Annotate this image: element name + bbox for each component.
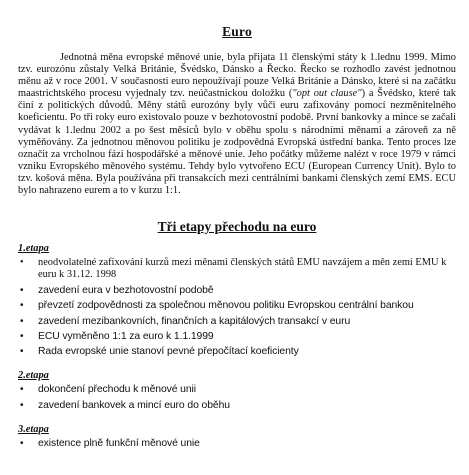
list-item-text: převzetí zodpovědnosti za společnou měnovou politiku Evropskou centrální bankou [38,300,414,312]
stage-3-list [18,438,456,450]
document-title: Euro [222,24,252,39]
bullet-icon: • [20,384,24,396]
list-item [18,400,456,412]
bullet-icon: • [20,257,24,269]
list-item-text: neodvolatelné zafixování kurzů mezi měnami členských států EMU navzájem a měn zemí EMU k euru k 31.12. 1998 [38,257,447,281]
bullet-icon: • [20,346,24,358]
list-item [18,331,456,343]
list-item [18,438,456,450]
list-item [18,346,456,358]
bullet-icon: • [20,284,24,296]
list-item-text: zavedení eura v bezhotovostní podobě [38,284,214,296]
bullet-icon: • [20,300,24,312]
opt-out-clause-text: "opt out clause" [292,88,362,100]
list-item-text: existence plně funkční měnové unie [38,438,200,450]
stage-1-heading: 1.etapa [18,243,49,255]
list-item-text: dokončení přechodu k měnové unii [38,384,196,396]
stage-2-list [18,384,456,412]
intro-paragraph [18,52,456,197]
list-item-text: ECU vyměněno 1:1 za euro k 1.1.1999 [38,330,214,342]
bullet-icon: • [20,330,24,342]
bullet-icon: • [20,399,24,411]
stages-title: Tři etapy přechodu na euro [157,219,317,235]
list-item-text: Rada evropské unie stanoví pevné přepočítací koeficienty [38,346,299,358]
stage-1 [18,243,456,358]
bullet-icon: • [20,438,24,450]
stage-1-list [18,257,456,358]
list-item [18,316,456,328]
stage-3-heading: 3.etapa [18,424,49,436]
paragraph-text-part-3: ) a Švédsko, které tak činí z politických důvodů. Měny států eurozóny byly vůči euru zafixovány pomocí nezměnitelného koeficientu. Po tři roky euro existovalo pouze v bezhotovostní podobě. První bankovky a mince se začali vydávat k 1.lednu 2002 a po šest měsíců bylo v oběhu spolu s národními měnami a zároveň za ně vyměňovány. Za jednotnou měnovou politiku je zodpovědná Evropská ústřední banka. Tento proces lze označit za vrcholnou fázi hospodářské a měnové unie. Jeho počátky můžeme nalézt v roce 1979 v rámci vzniku Evropského měnového systému. Tehdy bylo vytvořeno ECU (European Currency Unit). Bylo to tzv. košová měna. Byla používána při transakcích mezi centrálními bankami členských zemí EMS. ECU bylo nahrazeno eurem a to v kurzu 1:1. [18,88,456,197]
list-item [18,285,456,297]
stage-2 [18,370,456,412]
list-item [18,257,456,281]
list-item [18,384,456,396]
list-item-text: zavedení mezibankovních, finančních a kapitálových transakcí v euru [38,315,351,327]
list-item-text: zavedení bankovek a mincí euro do oběhu [38,399,230,411]
stage-3 [18,424,456,450]
list-item [18,300,456,312]
stage-2-heading: 2.etapa [18,370,49,382]
paragraph-text-part-1: Jednotná měna evropské měnové unie, byla přijata 11 členskými státy k 1.lednu 1999. Mimo tzv. eurozónu zůstaly Velká Británie, Švédsko, Dánsko a Řecko. Řecko se rozhodlo zavést jednotnou měnu až v roce 2001. V současnosti euro nepoužívají pouze Velká Británie a Dánsko, které si na začátku maastrichtského procesu vyjednaly tzv. neúčastnickou doložku ( [18,52,456,100]
bullet-icon: • [20,315,24,327]
